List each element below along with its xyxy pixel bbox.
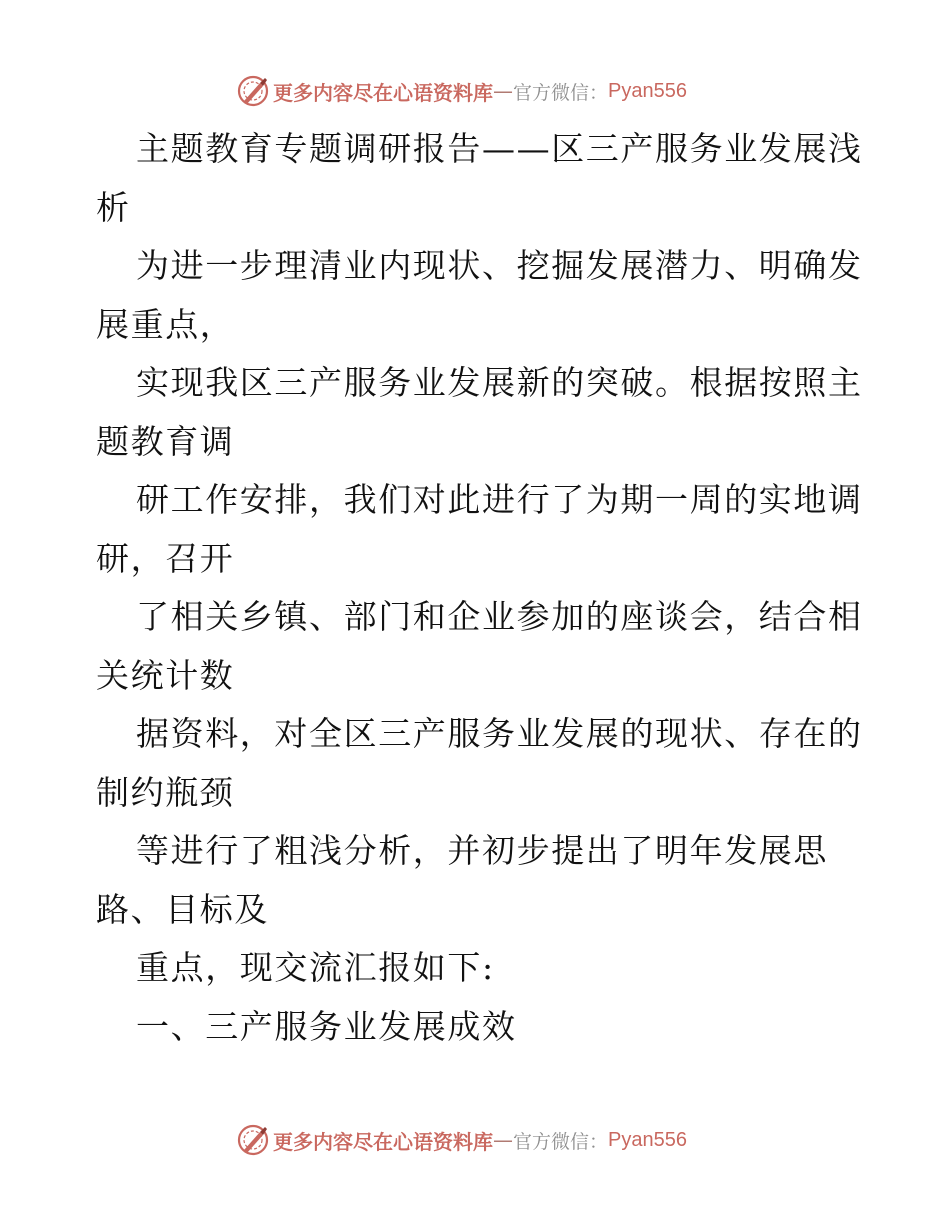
- banner-separator: —: [493, 1128, 513, 1152]
- doc-title-line-2: 析: [96, 187, 131, 227]
- banner-title: 更多内容尽在心语资料库: [273, 80, 493, 105]
- paragraph-line: 路、目标及: [96, 889, 269, 929]
- paragraph-line: 实现我区三产服务业发展新的突破。根据按照主: [136, 363, 863, 402]
- paragraph-line: 题教育调: [96, 421, 235, 461]
- header-banner: [236, 73, 687, 109]
- paragraph-line: 关统计数: [96, 655, 235, 695]
- footer-banner: [236, 1122, 687, 1158]
- section-heading: 一、三产服务业发展成效: [136, 1006, 517, 1046]
- paragraph-line: 制约瓶颈: [96, 772, 235, 812]
- paragraph-line: 重点，现交流汇报如下:: [136, 948, 495, 987]
- pen-logo-icon: [236, 74, 270, 108]
- banner-wechat-label: 官方微信：: [513, 81, 609, 104]
- banner-separator: —: [493, 79, 513, 103]
- paragraph-line: 据资料，对全区三产服务业发展的现状、存在的: [136, 714, 863, 753]
- doc-title-line-1: 主题教育专题调研报告——区三产服务业发展浅: [136, 129, 863, 168]
- paragraph-line: 了相关乡镇、部门和企业参加的座谈会，结合相: [136, 597, 863, 636]
- paragraph-line: 展重点，: [96, 304, 235, 344]
- banner-wechat-id: Pyan556: [608, 79, 687, 102]
- banner-wechat-label: 官方微信：: [513, 1130, 609, 1153]
- paragraph-line: 等进行了粗浅分析，并初步提出了明年发展思: [136, 831, 828, 870]
- paragraph-line: 为进一步理清业内现状、挖掘发展潜力、明确发: [136, 246, 863, 285]
- banner-title: 更多内容尽在心语资料库: [273, 1129, 493, 1154]
- document-body: [96, 120, 863, 1056]
- paragraph-line: 研工作安排，我们对此进行了为期一周的实地调: [136, 480, 863, 519]
- banner-wechat-id: Pyan556: [608, 1128, 687, 1151]
- paragraph-line: 研，召开: [96, 538, 235, 578]
- pen-logo-icon: [236, 1123, 270, 1157]
